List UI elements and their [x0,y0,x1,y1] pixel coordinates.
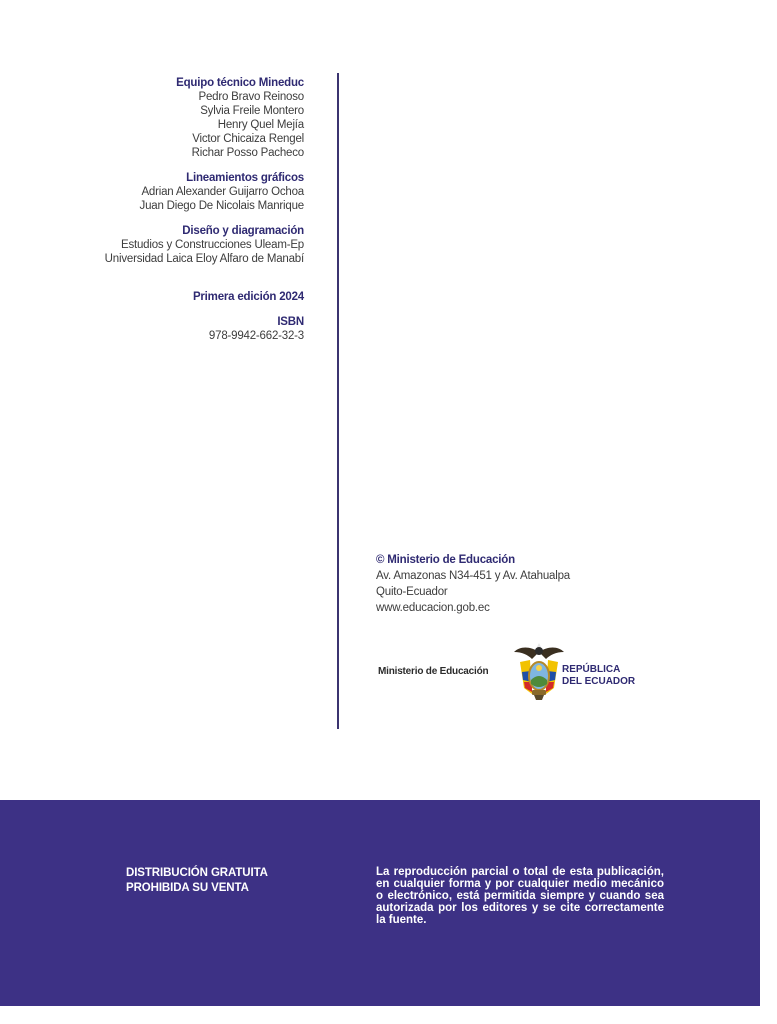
credit-name: Sylvia Freile Montero [200,105,304,117]
address-city: Quito-Ecuador [376,586,448,598]
copyright-notice: La reproducción parcial o total de esta publicación, en cualquier forma y por cualquier medio mecánico o electrónico, está permitida siempre y cuando sea autorizada por los editores y se cite correctamente la fuente. [376,866,664,926]
credit-name: Victor Chicaiza Rengel [192,133,304,145]
isbn-label: ISBN [277,316,304,328]
distribution-line-1: DISTRIBUCIÓN GRATUITA [126,867,268,879]
credits-diseno [105,224,304,266]
credits-column [105,76,304,354]
credit-name: Juan Diego De Nicolais Manrique [139,200,304,212]
distribution-line-2: PROHIBIDA SU VENTA [126,882,249,894]
credits-heading-equipo: Equipo técnico Mineduc [176,77,304,89]
credit-name: Richar Posso Pacheco [191,147,304,159]
credit-name: Adrian Alexander Guijarro Ochoa [141,186,304,198]
credits-equipo [105,76,304,160]
coat-of-arms-icon [512,642,566,702]
edition-block [105,290,304,304]
republic-line-1: REPÚBLICA [562,664,621,675]
credit-name: Henry Quel Mejía [217,119,304,131]
ministry-name: © Ministerio de Educación [376,554,515,566]
vertical-divider [337,73,339,729]
ministry-address [376,552,570,616]
republic-ecuador-label [562,664,635,688]
credits-heading-lineamientos: Lineamientos gráficos [186,172,304,184]
isbn-block [105,315,304,343]
credits-lineamientos [105,171,304,213]
credit-name: Estudios y Construcciones Uleam-Ep [120,239,304,251]
footer-band [0,800,760,1006]
edition-label: Primera edición 2024 [192,291,304,303]
credit-name: Pedro Bravo Reinoso [198,91,304,103]
ministry-logo-label: Ministerio de Educación [378,666,489,677]
credit-name: Universidad Laica Eloy Alfaro de Manabí [104,253,304,265]
ministry-website: www.educacion.gob.ec [376,602,490,614]
distribution-notice [126,866,268,896]
republic-line-2: DEL ECUADOR [562,676,636,687]
isbn-value: 978-9942-662-32-3 [208,330,304,342]
address-street: Av. Amazonas N34-451 y Av. Atahualpa [376,570,570,582]
logos-row [378,642,638,704]
credits-heading-diseno: Diseño y diagramación [182,225,304,237]
